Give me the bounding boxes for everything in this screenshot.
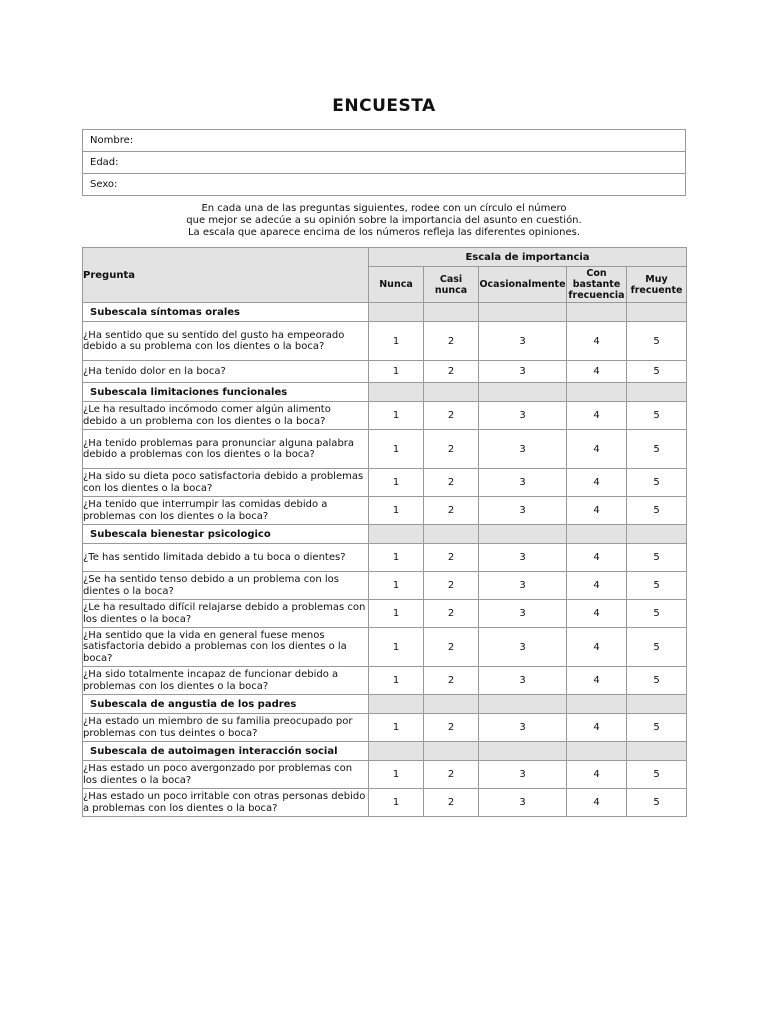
subscale-empty-cell xyxy=(424,383,479,402)
subscale-title: Subescala síntomas orales xyxy=(83,303,369,322)
question-row xyxy=(83,469,687,497)
subscale-empty-cell xyxy=(424,742,479,761)
scale-option[interactable]: 1 xyxy=(369,714,424,742)
scale-option[interactable]: 3 xyxy=(479,544,567,572)
scale-option[interactable]: 2 xyxy=(424,322,479,361)
scale-option[interactable]: 4 xyxy=(567,322,627,361)
scale-option[interactable]: 1 xyxy=(369,628,424,667)
scale-option[interactable]: 1 xyxy=(369,430,424,469)
scale-option[interactable]: 4 xyxy=(567,402,627,430)
scale-option[interactable]: 2 xyxy=(424,402,479,430)
subscale-empty-cell xyxy=(479,303,567,322)
instruction-line: La escala que aparece encima de los números refleja las diferentes opiniones. xyxy=(187,227,581,238)
scale-option[interactable]: 5 xyxy=(627,322,687,361)
subscale-empty-cell xyxy=(627,525,687,544)
scale-option[interactable]: 4 xyxy=(567,761,627,789)
scale-option[interactable]: 3 xyxy=(479,600,567,628)
scale-option[interactable]: 3 xyxy=(479,761,567,789)
scale-option[interactable]: 4 xyxy=(567,572,627,600)
scale-option[interactable]: 5 xyxy=(627,572,687,600)
option-header: Casi nunca xyxy=(424,267,479,303)
question-text: ¿Se ha sentido tenso debido a un problema con los dientes o la boca? xyxy=(83,572,369,600)
scale-option[interactable]: 5 xyxy=(627,714,687,742)
subscale-row xyxy=(83,383,687,402)
scale-option[interactable]: 4 xyxy=(567,714,627,742)
scale-option[interactable]: 4 xyxy=(567,430,627,469)
sex-field[interactable]: Sexo: xyxy=(83,174,686,196)
scale-option[interactable]: 5 xyxy=(627,600,687,628)
instructions xyxy=(82,203,686,239)
question-row xyxy=(83,402,687,430)
scale-option[interactable]: 3 xyxy=(479,469,567,497)
scale-option[interactable]: 3 xyxy=(479,322,567,361)
name-field[interactable]: Nombre: xyxy=(83,130,686,152)
question-text: ¿Te has sentido limitada debido a tu boca o dientes? xyxy=(83,544,369,572)
page-title: ENCUESTA xyxy=(332,96,436,116)
subscale-empty-cell xyxy=(479,525,567,544)
question-text: ¿Has estado un poco irritable con otras personas debido a problemas con los dientes o la boca? xyxy=(83,789,369,817)
instruction-line: En cada una de las preguntas siguientes, rodee con un círculo el número xyxy=(201,203,567,214)
question-row xyxy=(83,761,687,789)
instruction-line: que mejor se adecúe a su opinión sobre la importancia del asunto en cuestión. xyxy=(186,215,582,226)
question-text: ¿Ha sido totalmente incapaz de funcionar debido a problemas con los dientes o la boca? xyxy=(83,667,369,695)
question-row xyxy=(83,628,687,667)
question-row xyxy=(83,430,687,469)
scale-option[interactable]: 4 xyxy=(567,497,627,525)
scale-option[interactable]: 2 xyxy=(424,600,479,628)
column-header-pregunta: Pregunta xyxy=(83,248,369,303)
scale-option[interactable]: 2 xyxy=(424,430,479,469)
subscale-empty-cell xyxy=(424,525,479,544)
subscale-row xyxy=(83,742,687,761)
scale-option[interactable]: 1 xyxy=(369,572,424,600)
question-text: ¿Has estado un poco avergonzado por problemas con los dientes o la boca? xyxy=(83,761,369,789)
subscale-empty-cell xyxy=(627,742,687,761)
scale-option[interactable]: 2 xyxy=(424,714,479,742)
scale-option[interactable]: 5 xyxy=(627,544,687,572)
question-text: ¿Ha tenido problemas para pronunciar alguna palabra debido a problemas con los dientes o la boca? xyxy=(83,430,369,469)
question-row xyxy=(83,544,687,572)
scale-option[interactable]: 1 xyxy=(369,469,424,497)
scale-option[interactable]: 3 xyxy=(479,667,567,695)
question-row xyxy=(83,361,687,383)
scale-option[interactable]: 2 xyxy=(424,544,479,572)
subscale-empty-cell xyxy=(627,695,687,714)
subscale-empty-cell xyxy=(627,303,687,322)
scale-option[interactable]: 1 xyxy=(369,544,424,572)
subscale-empty-cell xyxy=(369,383,424,402)
subscale-empty-cell xyxy=(627,383,687,402)
question-text: ¿Le ha resultado incómodo comer algún alimento debido a un problema con los dientes o la boca? xyxy=(83,402,369,430)
subscale-title: Subescala de angustia de los padres xyxy=(83,695,369,714)
question-text: ¿Ha tenido dolor en la boca? xyxy=(83,361,369,383)
question-text: ¿Ha estado un miembro de su familia preocupado por problemas con tus deintes o boca? xyxy=(83,714,369,742)
scale-option[interactable]: 1 xyxy=(369,789,424,817)
option-header: Muy frecuente xyxy=(627,267,687,303)
question-row xyxy=(83,789,687,817)
scale-option[interactable]: 3 xyxy=(479,497,567,525)
scale-option[interactable]: 2 xyxy=(424,361,479,383)
scale-option[interactable]: 5 xyxy=(627,761,687,789)
scale-option[interactable]: 5 xyxy=(627,667,687,695)
scale-option[interactable]: 5 xyxy=(627,361,687,383)
survey-table xyxy=(82,247,687,817)
scale-option[interactable]: 5 xyxy=(627,628,687,667)
subscale-empty-cell xyxy=(369,695,424,714)
scale-option[interactable]: 5 xyxy=(627,402,687,430)
column-header-escala: Escala de importancia xyxy=(369,248,687,267)
subscale-empty-cell xyxy=(424,695,479,714)
scale-option[interactable]: 3 xyxy=(479,402,567,430)
scale-option[interactable]: 3 xyxy=(479,628,567,667)
scale-option[interactable]: 1 xyxy=(369,497,424,525)
question-text: ¿Ha tenido que interrumpir las comidas debido a problemas con los dientes o la boca? xyxy=(83,497,369,525)
scale-option[interactable]: 4 xyxy=(567,469,627,497)
option-header: Ocasionalmente xyxy=(479,267,567,303)
survey-body xyxy=(83,303,687,817)
subscale-title: Subescala limitaciones funcionales xyxy=(83,383,369,402)
scale-option[interactable]: 3 xyxy=(479,361,567,383)
subscale-empty-cell xyxy=(369,303,424,322)
subscale-empty-cell xyxy=(567,383,627,402)
scale-option[interactable]: 1 xyxy=(369,600,424,628)
scale-option[interactable]: 2 xyxy=(424,761,479,789)
question-text: ¿Le ha resultado difícil relajarse debido a problemas con los dientes o la boca? xyxy=(83,600,369,628)
scale-option[interactable]: 2 xyxy=(424,497,479,525)
scale-option[interactable]: 4 xyxy=(567,600,627,628)
subscale-empty-cell xyxy=(479,695,567,714)
subscale-empty-cell xyxy=(567,695,627,714)
scale-option[interactable]: 2 xyxy=(424,628,479,667)
scale-option[interactable]: 1 xyxy=(369,322,424,361)
subscale-empty-cell xyxy=(479,383,567,402)
subscale-empty-cell xyxy=(369,525,424,544)
subscale-empty-cell xyxy=(567,525,627,544)
scale-option[interactable]: 5 xyxy=(627,497,687,525)
question-text: ¿Ha sentido que su sentido del gusto ha empeorado debido a su problema con los dientes o la boca? xyxy=(83,322,369,361)
scale-option[interactable]: 1 xyxy=(369,667,424,695)
scale-option[interactable]: 3 xyxy=(479,430,567,469)
scale-option[interactable]: 1 xyxy=(369,402,424,430)
scale-option[interactable]: 5 xyxy=(627,430,687,469)
scale-option[interactable]: 2 xyxy=(424,789,479,817)
question-row xyxy=(83,322,687,361)
question-row xyxy=(83,572,687,600)
scale-option[interactable]: 2 xyxy=(424,469,479,497)
subscale-empty-cell xyxy=(567,303,627,322)
question-row xyxy=(83,600,687,628)
subscale-empty-cell xyxy=(479,742,567,761)
subscale-title: Subescala bienestar psicologico xyxy=(83,525,369,544)
subscale-empty-cell xyxy=(369,742,424,761)
scale-option[interactable]: 3 xyxy=(479,789,567,817)
scale-option[interactable]: 5 xyxy=(627,469,687,497)
scale-option[interactable]: 4 xyxy=(567,667,627,695)
scale-option[interactable]: 2 xyxy=(424,572,479,600)
subscale-row xyxy=(83,525,687,544)
scale-option[interactable]: 4 xyxy=(567,789,627,817)
subscale-row xyxy=(83,303,687,322)
age-field[interactable]: Edad: xyxy=(83,152,686,174)
question-text: ¿Ha sido su dieta poco satisfactoria debido a problemas con los dientes o la boca? xyxy=(83,469,369,497)
question-row xyxy=(83,667,687,695)
personal-info-table xyxy=(82,129,686,196)
scale-option[interactable]: 4 xyxy=(567,361,627,383)
scale-option[interactable]: 3 xyxy=(479,714,567,742)
scale-option[interactable]: 5 xyxy=(627,789,687,817)
scale-option[interactable]: 4 xyxy=(567,628,627,667)
question-row xyxy=(83,714,687,742)
option-header: Nunca xyxy=(369,267,424,303)
question-text: ¿Ha sentido que la vida en general fuese menos satisfactoria debido a problemas con los dientes o la boca? xyxy=(83,628,369,667)
subscale-title: Subescala de autoimagen interacción social xyxy=(83,742,369,761)
subscale-row xyxy=(83,695,687,714)
scale-option[interactable]: 1 xyxy=(369,361,424,383)
subscale-empty-cell xyxy=(567,742,627,761)
option-header: Con bastante frecuencia xyxy=(568,268,625,301)
question-row xyxy=(83,497,687,525)
scale-option[interactable]: 4 xyxy=(567,544,627,572)
scale-option[interactable]: 2 xyxy=(424,667,479,695)
scale-option[interactable]: 3 xyxy=(479,572,567,600)
subscale-empty-cell xyxy=(424,303,479,322)
scale-option[interactable]: 1 xyxy=(369,761,424,789)
